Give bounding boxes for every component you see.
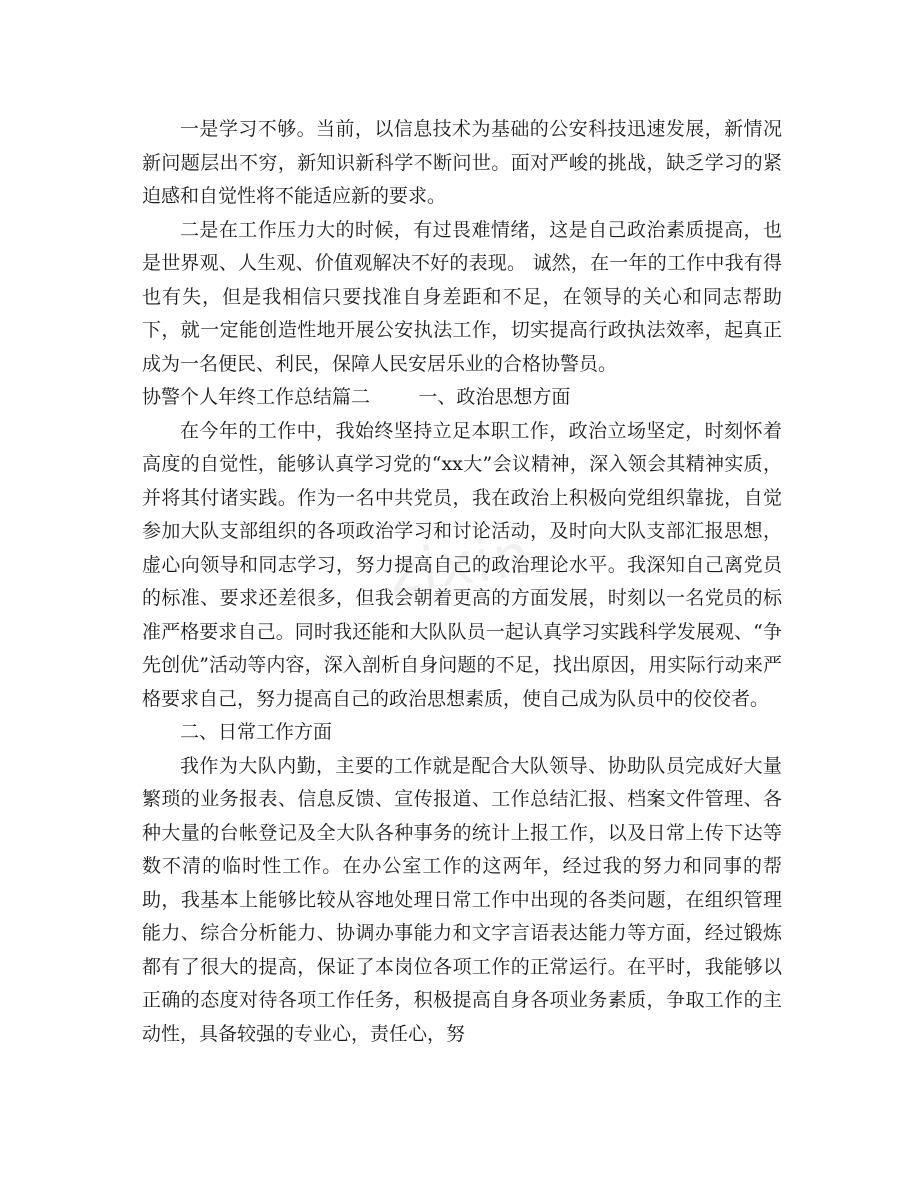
- section-heading-line: [142, 381, 782, 415]
- section-title: 协警个人年终工作总结篇二: [142, 386, 371, 408]
- section-subtitle-political: 一、政治思想方面: [418, 386, 571, 408]
- section-subtitle-daily-work: 二、日常工作方面: [180, 721, 333, 743]
- paragraph-daily-work: 我作为大队内勤，主要的工作就是配合大队领导、协助队员完成好大量繁琐的业务报表、信息反馈、宣传报道、工作总结汇报、档案文件管理、各种大量的台帐登记及全大队各种事务的统计上报工作，以及日常上传下达等数不清的临时性工作。在办公室工作的这两年，经过我的努力和同事的帮助，我基本上能够比较从容地处理日常工作中出现的各类问题，在组织管理能力、综合分析能力、协调办事能力和文字言语表达能力等方面，经过锻炼都有了很大的提高，保证了本岗位各项工作的正常运行。在平时，我能够以正确的态度对待各项工作任务，积极提高自身各项业务素质，争取工作的主动性，具备较强的专业心，责任心，努: [142, 754, 782, 1045]
- watermark-logo: zixin: [384, 520, 536, 608]
- document-body: [142, 113, 782, 1051]
- paragraph-study-shortfall: 一是学习不够。当前，以信息技术为基础的公安科技迅速发展，新情况新问题层出不穷，新知识新科学不断问世。面对严峻的挑战，缺乏学习的紧迫感和自觉性将不能适应新的要求。: [142, 118, 782, 207]
- paragraph-pressure-shortfall: 二是在工作压力大的时候，有过畏难情绪，这是自己政治素质提高，也是世界观、人生观、价值观解决不好的表现。 诚然，在一年的工作中我有得也有失，但是我相信只要找准自身差距和不足，在领导的关心和同志帮助下，就一定能创造性地开展公安执法工作，切实提高行政执法效率，起真正成为一名便民、利民，保障人民安居乐业的合格协警员。: [142, 218, 782, 375]
- paragraph-political-thought: 在今年的工作中，我始终坚持立足本职工作，政治立场坚定，时刻怀着高度的自觉性，能够认真学习党的“xx大”会议精神，深入领会其精神实质，并将其付诸实践。作为一名中共党员，我在政治上积极向党组织靠拢，自觉参加大队支部组织的各项政治学习和讨论活动，及时向大队支部汇报思想，虚心向领导和同志学习，努力提高自己的政治理论水平。我深知自己离党员的标准、要求还差很多，但我会朝着更高的方面发展，时刻以一名党员的标准严格要求自己。同时我还能和大队队员一起认真学习实践科学发展观、“争先创优”活动等内容，深入剖析自身问题的不足，找出原因，用实际行动来严格要求自己，努力提高自己的政治思想素质，使自己成为队员中的佼佼者。: [142, 419, 782, 710]
